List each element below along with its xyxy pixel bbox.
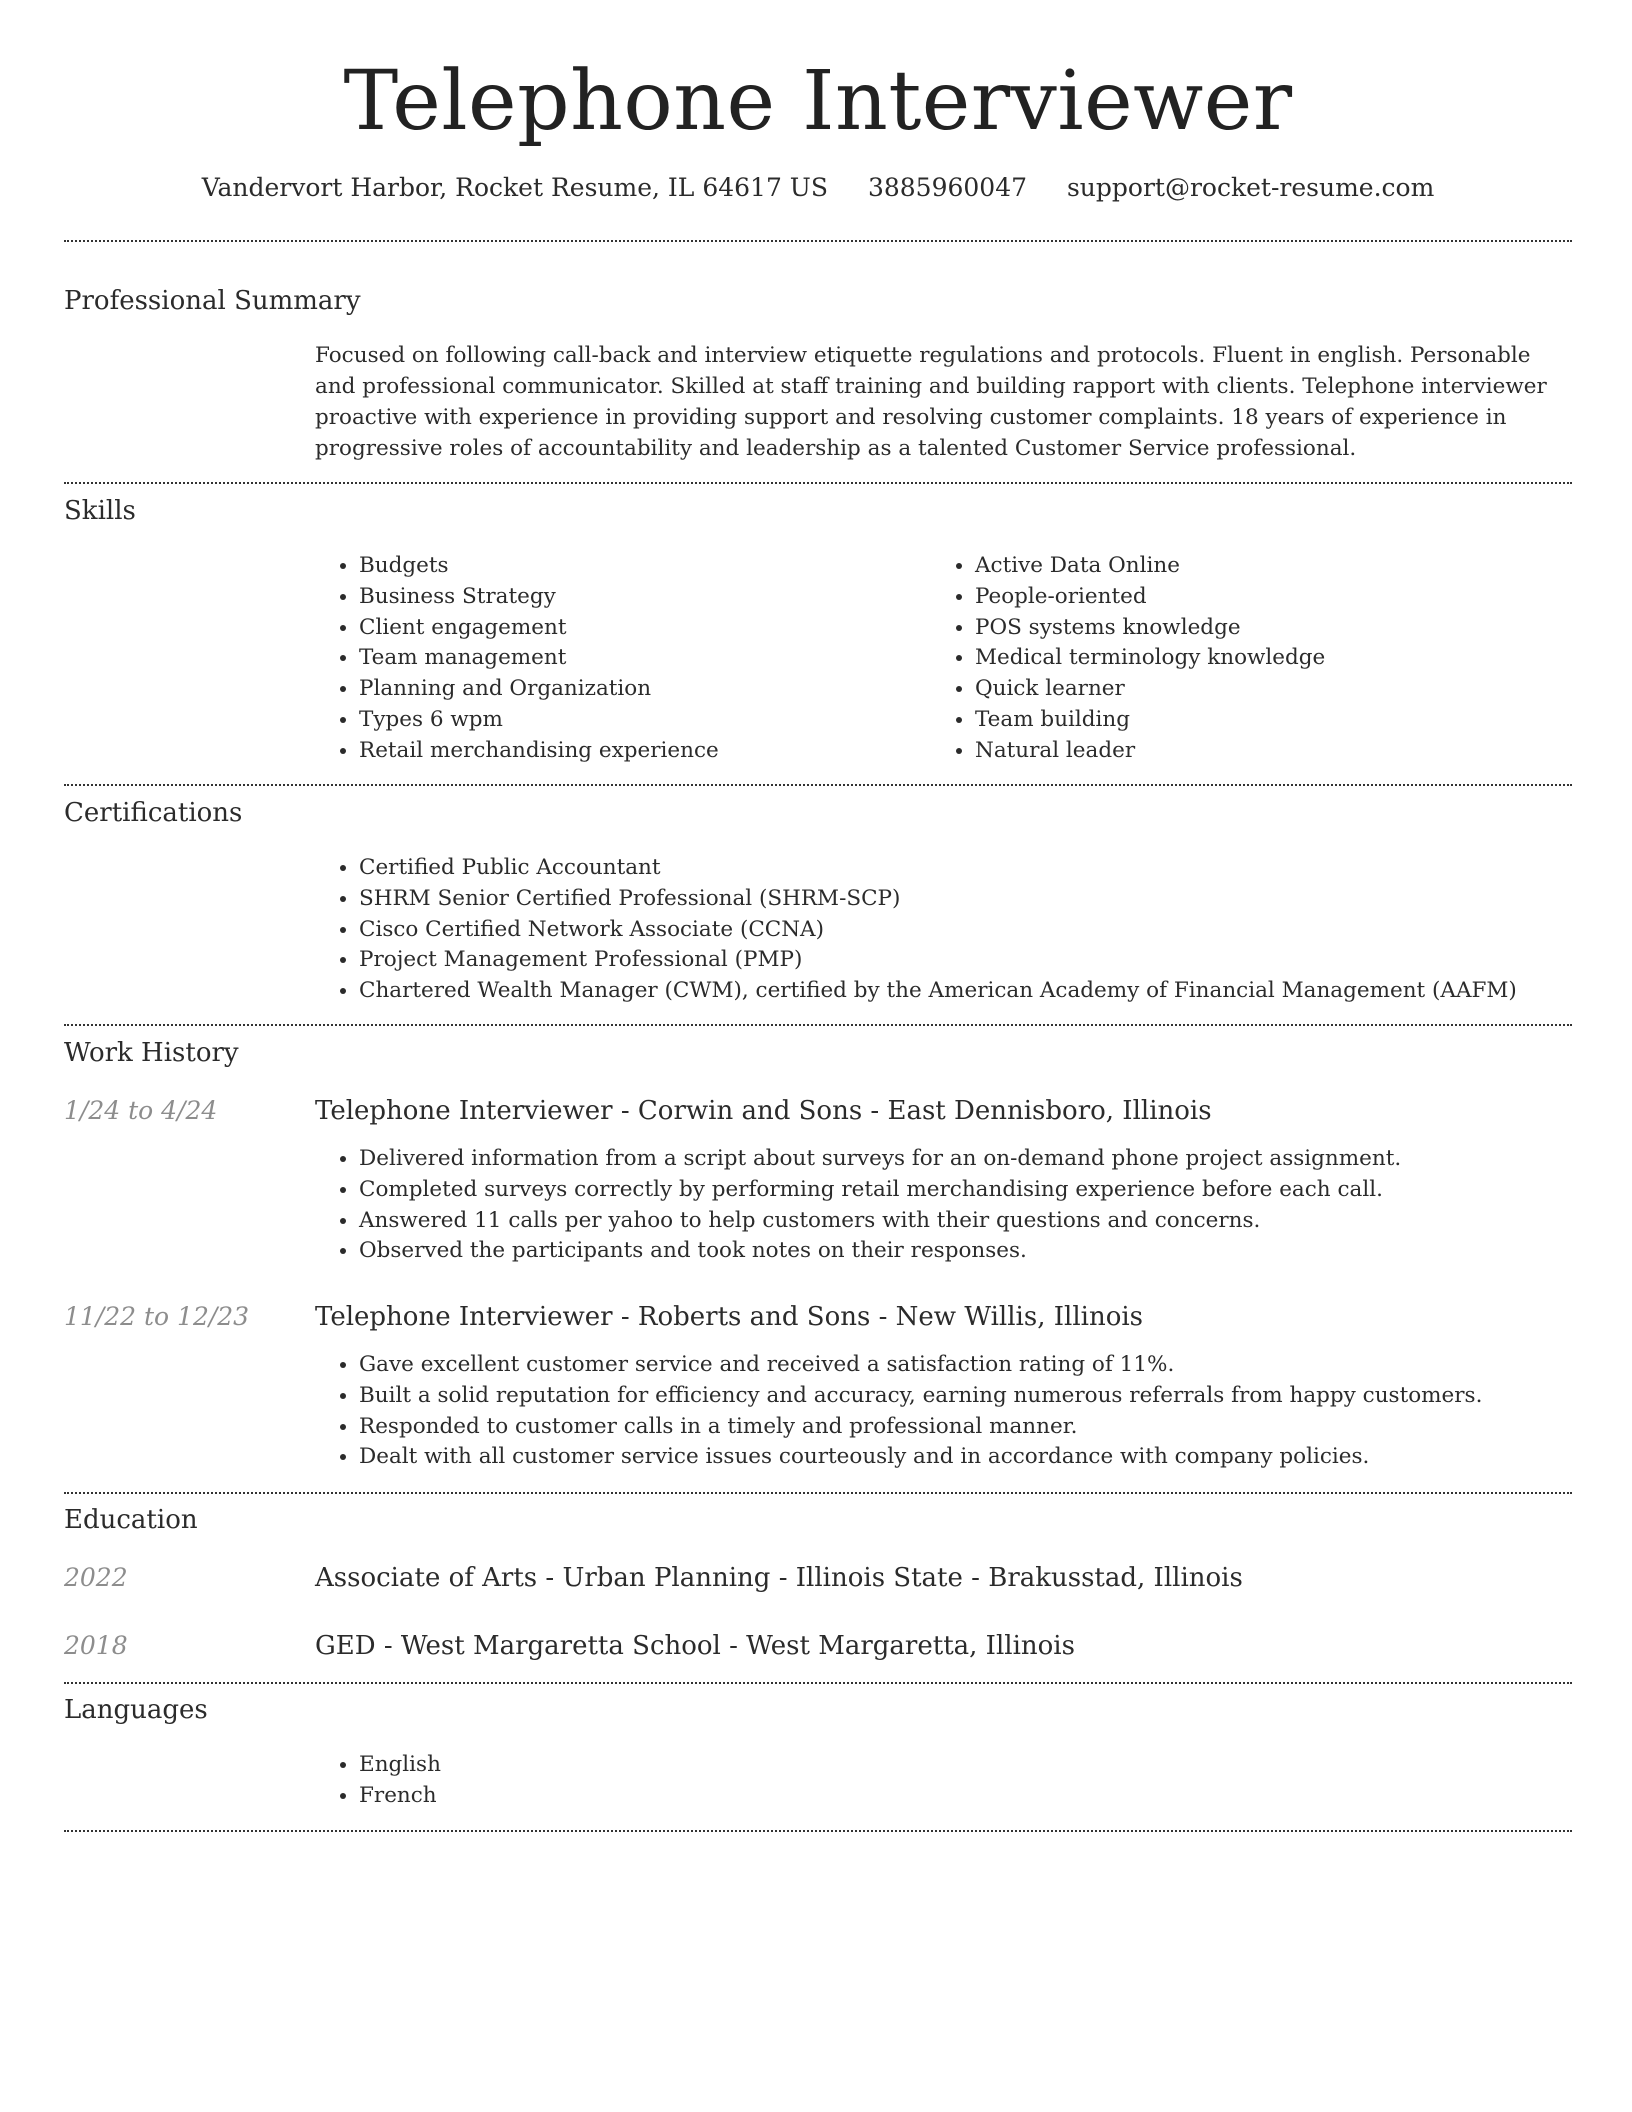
divider — [64, 1682, 1572, 1684]
skills-heading: Skills — [64, 496, 136, 526]
certification-item: • SHRM Senior Certified Professional (SHRM-SCP) — [359, 884, 1572, 915]
certification-item: • Chartered Wealth Manager (CWM), certified by the American Academy of Financial Management (AAFM) — [359, 976, 1572, 1007]
skill-item: • Active Data Online — [975, 551, 1531, 582]
skill-item: • Business Strategy — [359, 582, 915, 613]
skill-item: • Team building — [975, 705, 1531, 736]
job-heading: Telephone Interviewer - Corwin and Sons - East Dennisboro, Illinois — [315, 1096, 1212, 1126]
divider — [64, 1830, 1572, 1832]
skill-item: • People-oriented — [975, 582, 1531, 613]
job-bullets — [315, 1144, 1572, 1267]
job-bullet: • Gave excellent customer service and received a satisfaction rating of 11%. — [359, 1350, 1572, 1381]
divider — [64, 482, 1572, 484]
divider — [64, 240, 1572, 242]
phone: 3885960047 — [867, 173, 1028, 202]
job-bullet: • Built a solid reputation for efficiency and accuracy, earning numerous referrals from happy customers. — [359, 1381, 1572, 1412]
address: Vandervort Harbor, Rocket Resume, IL 64617 US — [201, 173, 828, 202]
education-year: 2018 — [64, 1631, 128, 1660]
languages-heading: Languages — [64, 1695, 208, 1725]
job-dates: 1/24 to 4/24 — [64, 1096, 218, 1125]
certifications-list — [315, 853, 1572, 1007]
skill-item: • Types 6 wpm — [359, 705, 915, 736]
email[interactable]: support@rocket-resume.com — [1066, 173, 1435, 202]
languages-list — [315, 1750, 1572, 1812]
skill-item: • Quick learner — [975, 674, 1531, 705]
education-entry: GED - West Margaretta School - West Margaretta, Illinois — [315, 1631, 1075, 1661]
skill-item: • Natural leader — [975, 736, 1531, 767]
skills-column-left — [315, 551, 915, 767]
skills-column-right — [931, 551, 1531, 767]
skill-item: • Team management — [359, 643, 915, 674]
job-bullet: • Responded to customer calls in a timely and professional manner. — [359, 1412, 1572, 1443]
skill-item: • Budgets — [359, 551, 915, 582]
skill-item: • Medical terminology knowledge — [975, 643, 1531, 674]
certification-item: • Certified Public Accountant — [359, 853, 1572, 884]
job-bullets — [315, 1350, 1572, 1473]
divider — [64, 1024, 1572, 1026]
summary-text: Focused on following call-back and interview etiquette regulations and protocols. Fluent in english. Personable and professional communicator. Skilled at staff training and building rapport with clients. Telephone interviewer proactive with experience in providing support and resolving customer complaints. 18 years of experience in progressive roles of accountability and leadership as a talented Customer Service professional. — [315, 343, 1547, 461]
skill-item: • Planning and Organization — [359, 674, 915, 705]
language-item: • English — [359, 1750, 1572, 1781]
education-heading: Education — [64, 1505, 198, 1535]
job-bullet: • Observed the participants and took notes on their responses. — [359, 1236, 1572, 1267]
job-bullet: • Answered 11 calls per yahoo to help customers with their questions and concerns. — [359, 1206, 1572, 1237]
education-year: 2022 — [64, 1563, 128, 1592]
education-entry: Associate of Arts - Urban Planning - Illinois State - Brakusstad, Illinois — [315, 1563, 1243, 1593]
divider — [64, 1492, 1572, 1494]
job-bullet: • Delivered information from a script about surveys for an on-demand phone project assignment. — [359, 1144, 1572, 1175]
certification-item: • Cisco Certified Network Associate (CCNA) — [359, 915, 1572, 946]
certification-item: • Project Management Professional (PMP) — [359, 945, 1572, 976]
contact-line — [64, 170, 1572, 206]
job-heading: Telephone Interviewer - Roberts and Sons - New Willis, Illinois — [315, 1302, 1144, 1332]
job-dates: 11/22 to 12/23 — [64, 1302, 250, 1331]
candidate-name: Telephone Interviewer — [343, 54, 1293, 149]
job-bullet: • Completed surveys correctly by performing retail merchandising experience before each call. — [359, 1175, 1572, 1206]
job-bullet: • Dealt with all customer service issues courteously and in accordance with company policies. — [359, 1442, 1572, 1473]
work-history-heading: Work History — [64, 1038, 239, 1068]
skill-item: • Client engagement — [359, 613, 915, 644]
language-item: • French — [359, 1781, 1572, 1812]
skill-item: • POS systems knowledge — [975, 613, 1531, 644]
summary-heading: Professional Summary — [64, 286, 361, 316]
certifications-heading: Certifications — [64, 798, 243, 828]
divider — [64, 784, 1572, 786]
skill-item: • Retail merchandising experience — [359, 736, 915, 767]
